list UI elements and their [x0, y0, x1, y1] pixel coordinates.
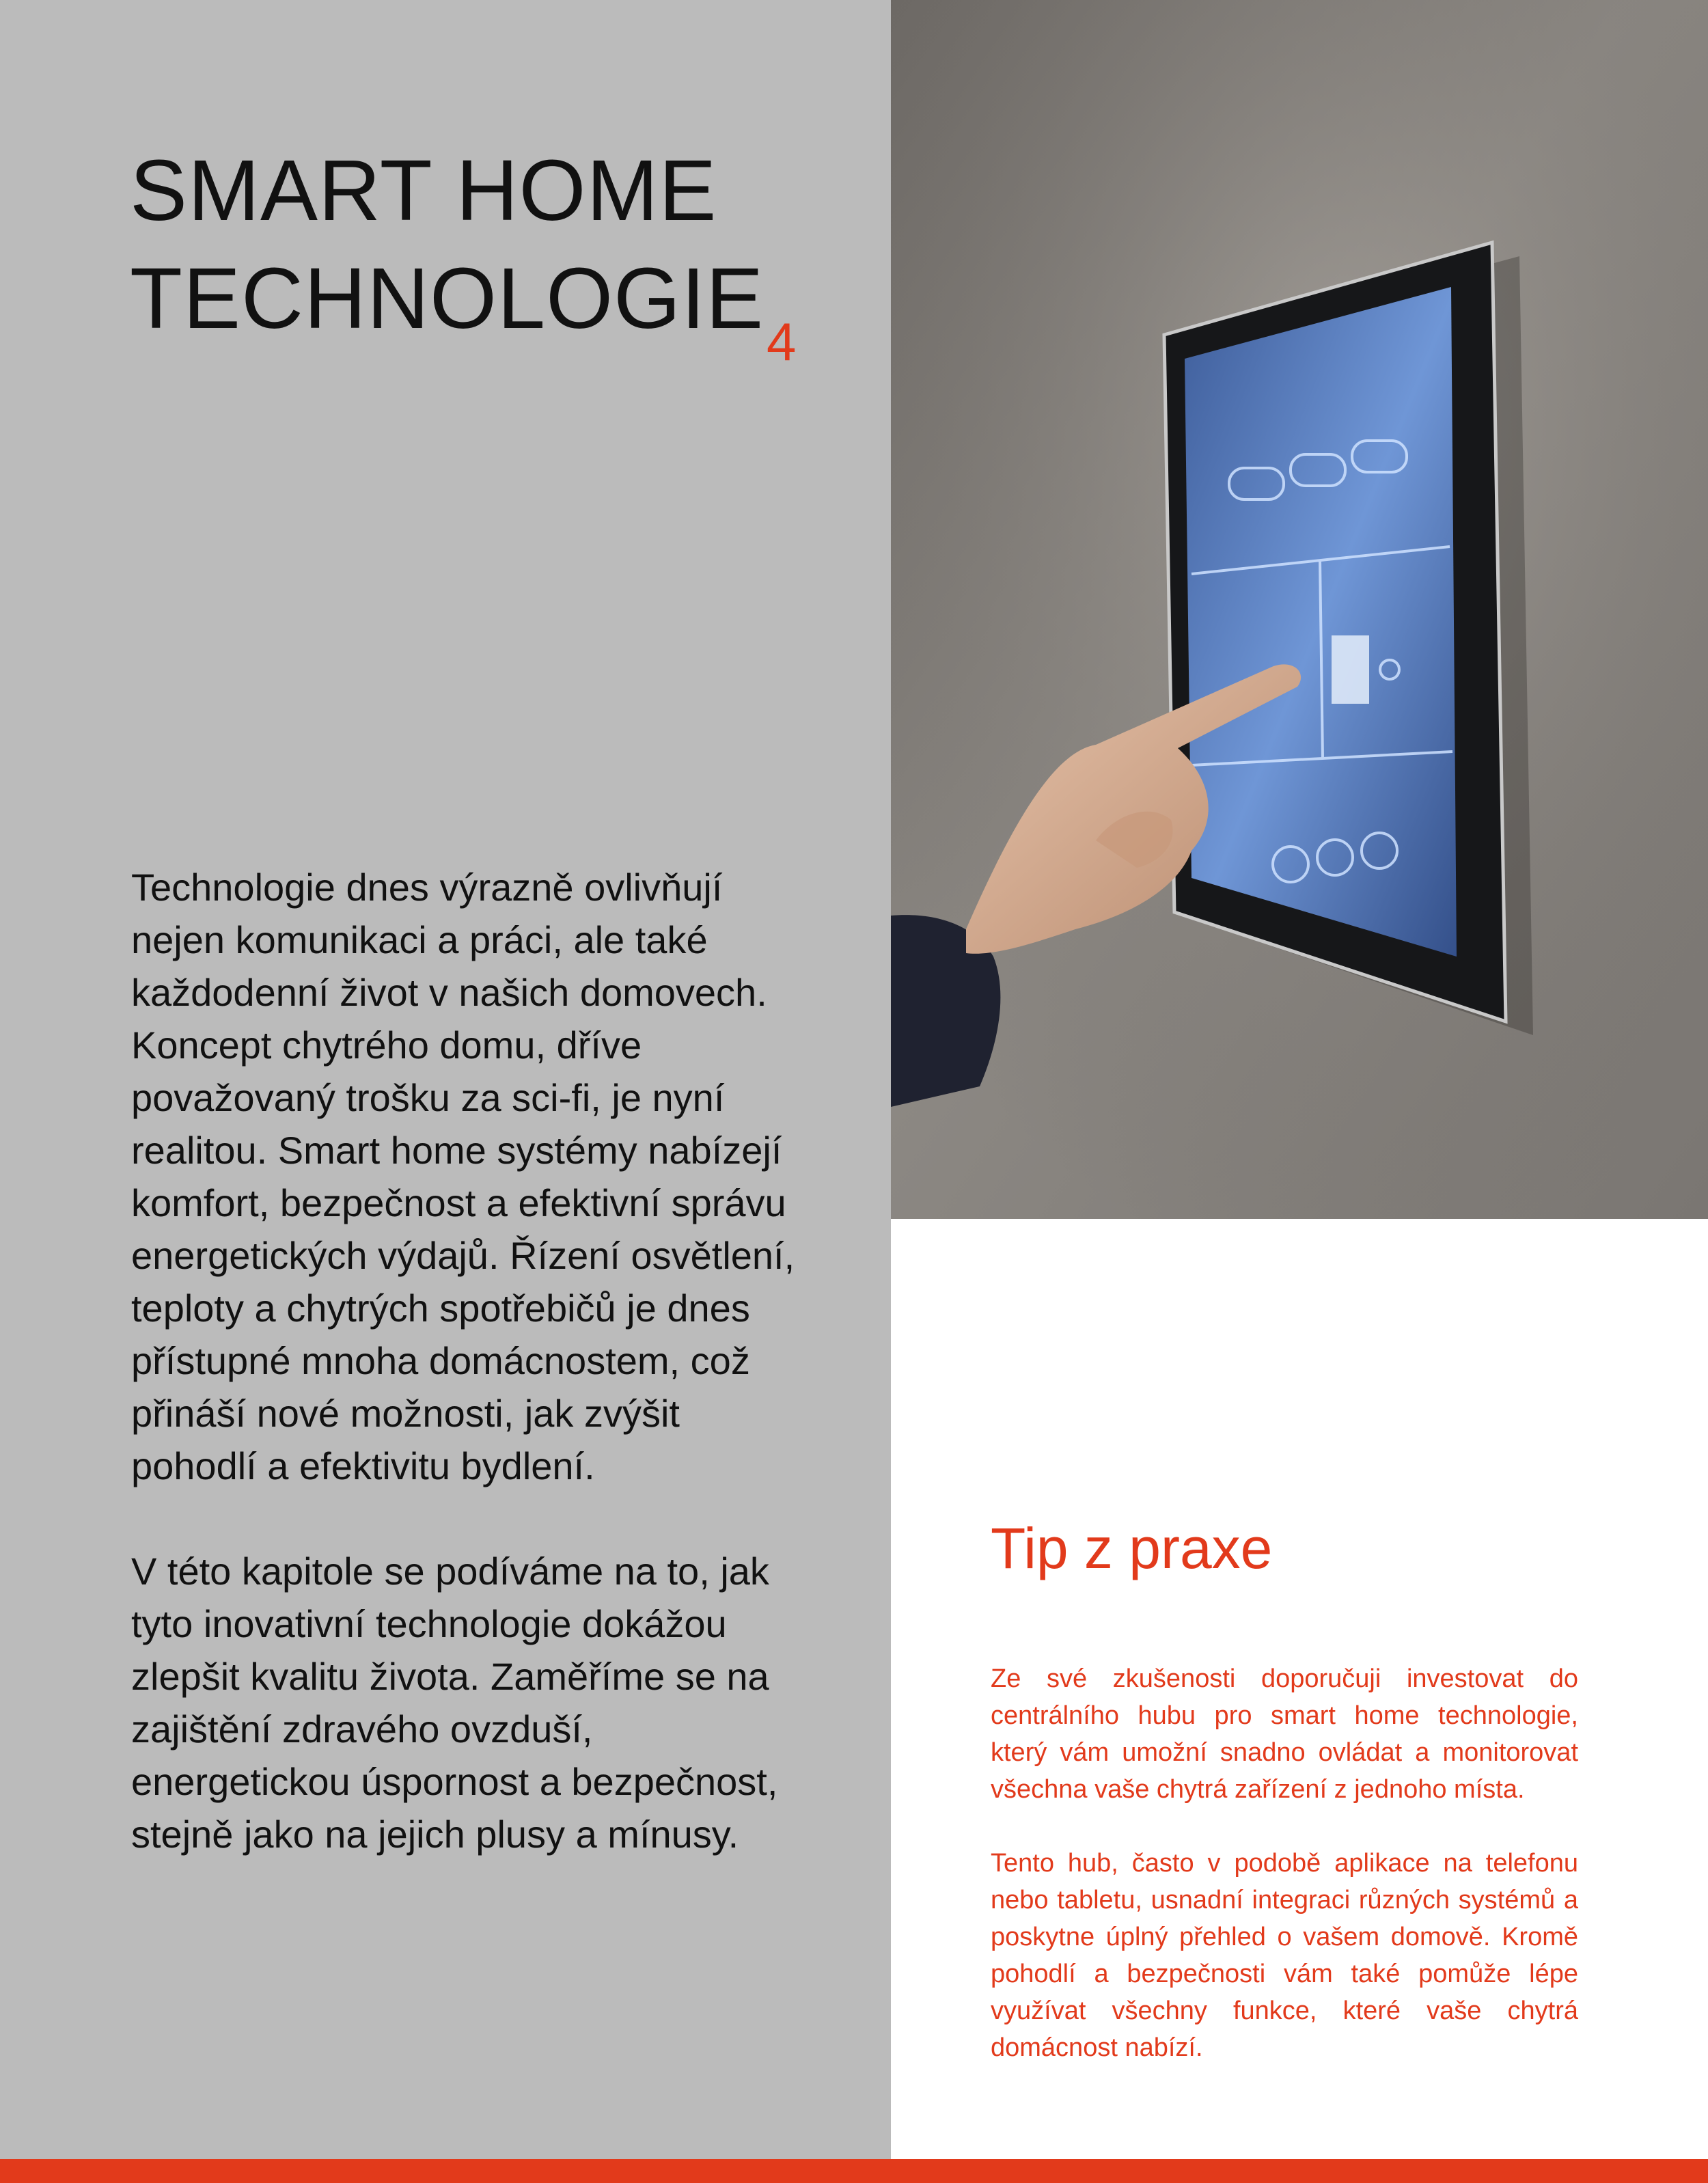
- chapter-title-line-1: SMART HOME: [130, 142, 717, 238]
- chapter-title: [130, 137, 847, 353]
- smart-home-tablet-photo: [891, 0, 1708, 1219]
- tip-paragraph: Ze své zkušenosti doporučuji investovat do centrálního hubu pro smart home technologie, který vám umožní snadno ovládat a monitorovat všechna vaše chytrá zařízení z jednoho místa.: [991, 1664, 1578, 1804]
- tip-paragraph: Tento hub, často v podobě aplikace na telefonu nebo tabletu, usnadní integraci různých systémů a poskytne úplný přehled o vašem domově. Kromě pohodlí a bezpečnosti vám také pomůže lépe využívat všechny funkce, které vaše chytrá domácnost nabízí.: [991, 1849, 1578, 2062]
- tip-heading: Tip z praxe: [991, 1516, 1273, 1580]
- intro-text: [131, 861, 814, 1913]
- tip-text: [991, 1660, 1578, 2103]
- tablet-photo-illustration: [891, 0, 1708, 1219]
- intro-paragraph: V této kapitole se podíváme na to, jak tyto inovativní technologie dokážou zlepšit kvalitu života. Zaměříme se na zajištění zdravého ovzduší, energetickou úspornost a bezpečnost, stejně jako na jejich plusy a mínusy.: [131, 1550, 778, 1856]
- bottom-accent-bar: [0, 2159, 1708, 2183]
- chapter-title-line-2: TECHNOLOGIE: [130, 250, 765, 346]
- chapter-number: 4: [767, 312, 797, 372]
- intro-paragraph: Technologie dnes výrazně ovlivňují nejen komunikaci a práci, ale také každodenní život v našich domovech. Koncept chytrého domu, dříve považovaný trošku za sci-fi, je nyní realitou. Smart home systémy nabízejí komfort, bezpečnost a efektivní správu energetických výdajů. Řízení osvětlení, teploty a chytrých spotřebičů je dnes přístupné mnoha domácnostem, což přináší nové možnosti, jak zvýšit pohodlí a efektivitu bydlení.: [131, 866, 795, 1487]
